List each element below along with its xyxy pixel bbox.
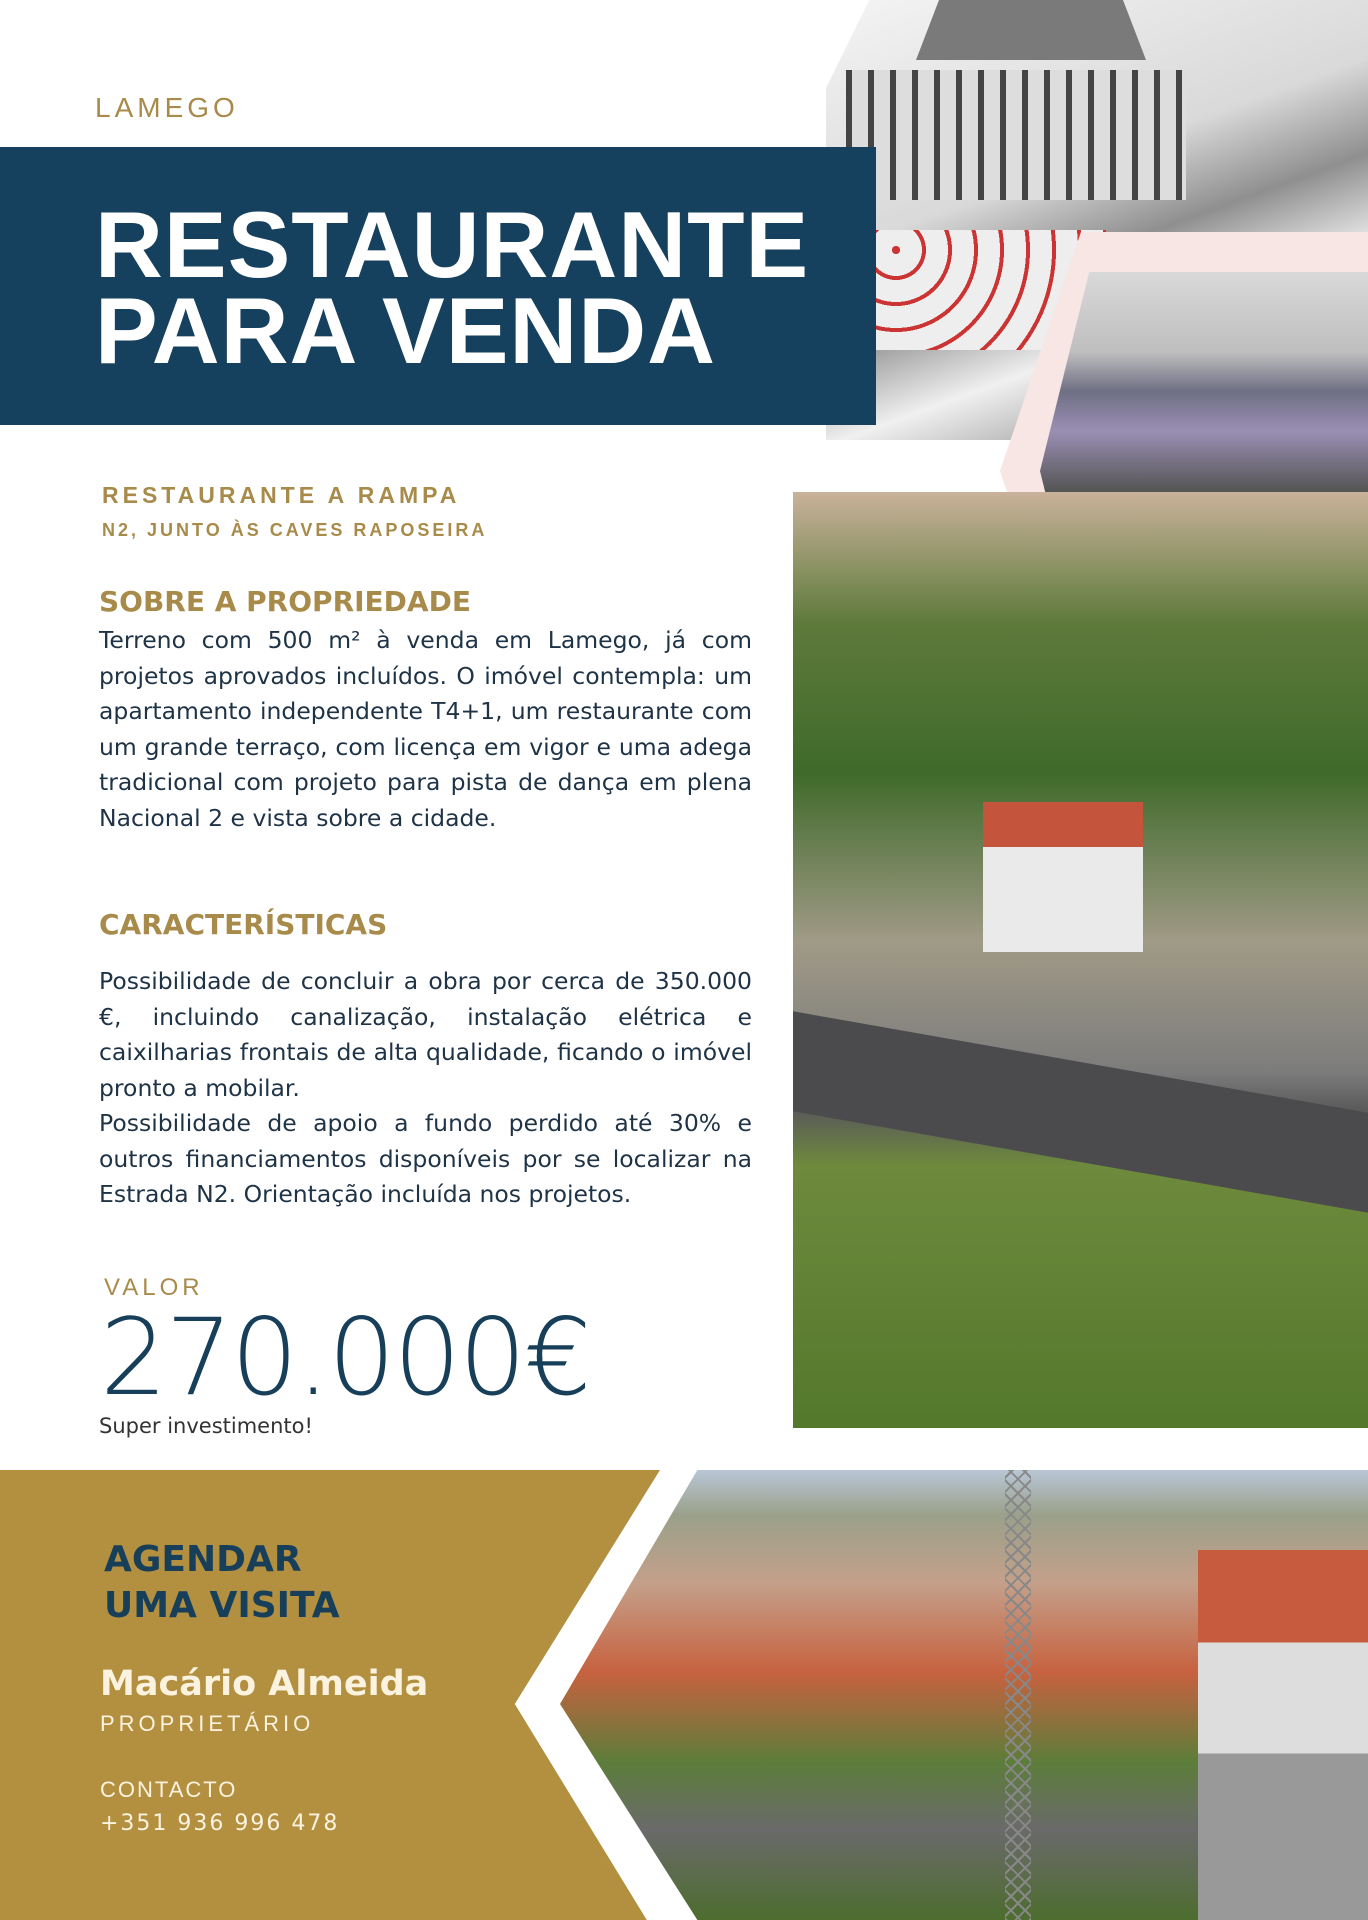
page-title-line2: PARA VENDA [95,278,717,383]
price-value: 270.000€ [100,1296,590,1419]
features-heading: CARACTERÍSTICAS [99,908,388,941]
cta-line2: UMA VISITA [104,1585,340,1626]
page-title-line1: RESTAURANTE [95,192,810,297]
property-address: N2, JUNTO ÀS CAVES RAPOSEIRA [102,520,488,540]
cta-line1: AGENDAR [104,1539,302,1580]
price-label: VALOR [104,1274,204,1301]
about-text: Terreno com 500 m² à venda em Lamego, já com projetos aprovados incluídos. O imóvel contempla: um apartamento independente T4+1, um restaurante com um grande terraço, com licença em vigor e uma adega tradicional com projeto para pista de dança em plena Nacional 2 e vista sobre a cidade. [99,626,752,832]
price-tagline: Super investimento! [99,1414,313,1438]
owner-name: Macário Almeida [100,1664,429,1704]
owner-role: PROPRIETÁRIO [100,1711,315,1736]
town-photo [560,1470,1368,1920]
property-name: RESTAURANTE A RAMPA [102,482,461,508]
contact-label: CONTACTO [100,1777,238,1802]
phone-number[interactable]: +351 936 996 478 [100,1811,340,1836]
aerial-photo [793,492,1368,1428]
about-heading: SOBRE A PROPRIEDADE [99,585,471,618]
features-text-1: Possibilidade de concluir a obra por cerca de 350.000 €, incluindo canalização, instalação elétrica e caixilharias frontais de alta qualidade, ficando o imóvel pronto a mobilar. [99,967,752,1102]
location-label: LAMEGO [95,92,239,123]
features-text-2: Possibilidade de apoio a fundo perdido até 30% e outros financiamentos disponíveis por se localizar na Estrada N2. Orientação incluída nos projetos. [99,1109,752,1208]
